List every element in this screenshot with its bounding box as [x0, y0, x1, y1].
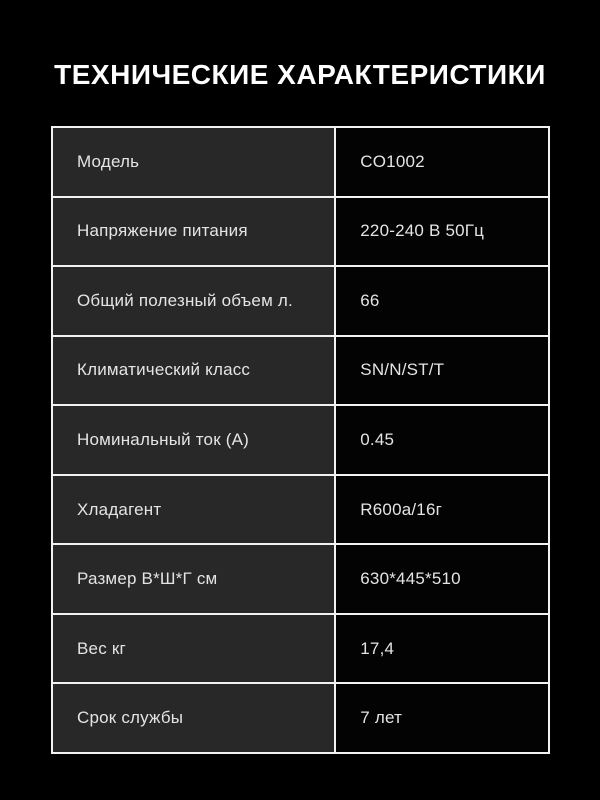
spec-value: SN/N/ST/T [335, 336, 549, 406]
spec-label: Напряжение питания [52, 197, 335, 267]
table-row [52, 266, 549, 336]
spec-value: 0.45 [335, 405, 549, 475]
table-row [52, 405, 549, 475]
table-row [52, 127, 549, 197]
spec-label: Размер В*Ш*Г см [52, 544, 335, 614]
spec-value: R600a/16г [335, 475, 549, 545]
page-title: ТЕХНИЧЕСКИЕ ХАРАКТЕРИСТИКИ [54, 59, 546, 90]
spec-label: Климатический класс [52, 336, 335, 406]
table-row [52, 614, 549, 684]
spec-label: Вес кг [52, 614, 335, 684]
spec-value: 220-240 В 50Гц [335, 197, 549, 267]
table-row [52, 683, 549, 753]
spec-label: Номинальный ток (А) [52, 405, 335, 475]
table-row [52, 336, 549, 406]
spec-value: 7 лет [335, 683, 549, 753]
spec-table-body [52, 127, 549, 753]
spec-label: Модель [52, 127, 335, 197]
table-row [52, 197, 549, 267]
table-row [52, 544, 549, 614]
spec-value: 66 [335, 266, 549, 336]
table-row [52, 475, 549, 545]
spec-value: 17,4 [335, 614, 549, 684]
spec-label: Срок службы [52, 683, 335, 753]
spec-label: Общий полезный объем л. [52, 266, 335, 336]
spec-label: Хладагент [52, 475, 335, 545]
spec-value: 630*445*510 [335, 544, 549, 614]
spec-table [51, 126, 550, 754]
spec-value: CO1002 [335, 127, 549, 197]
